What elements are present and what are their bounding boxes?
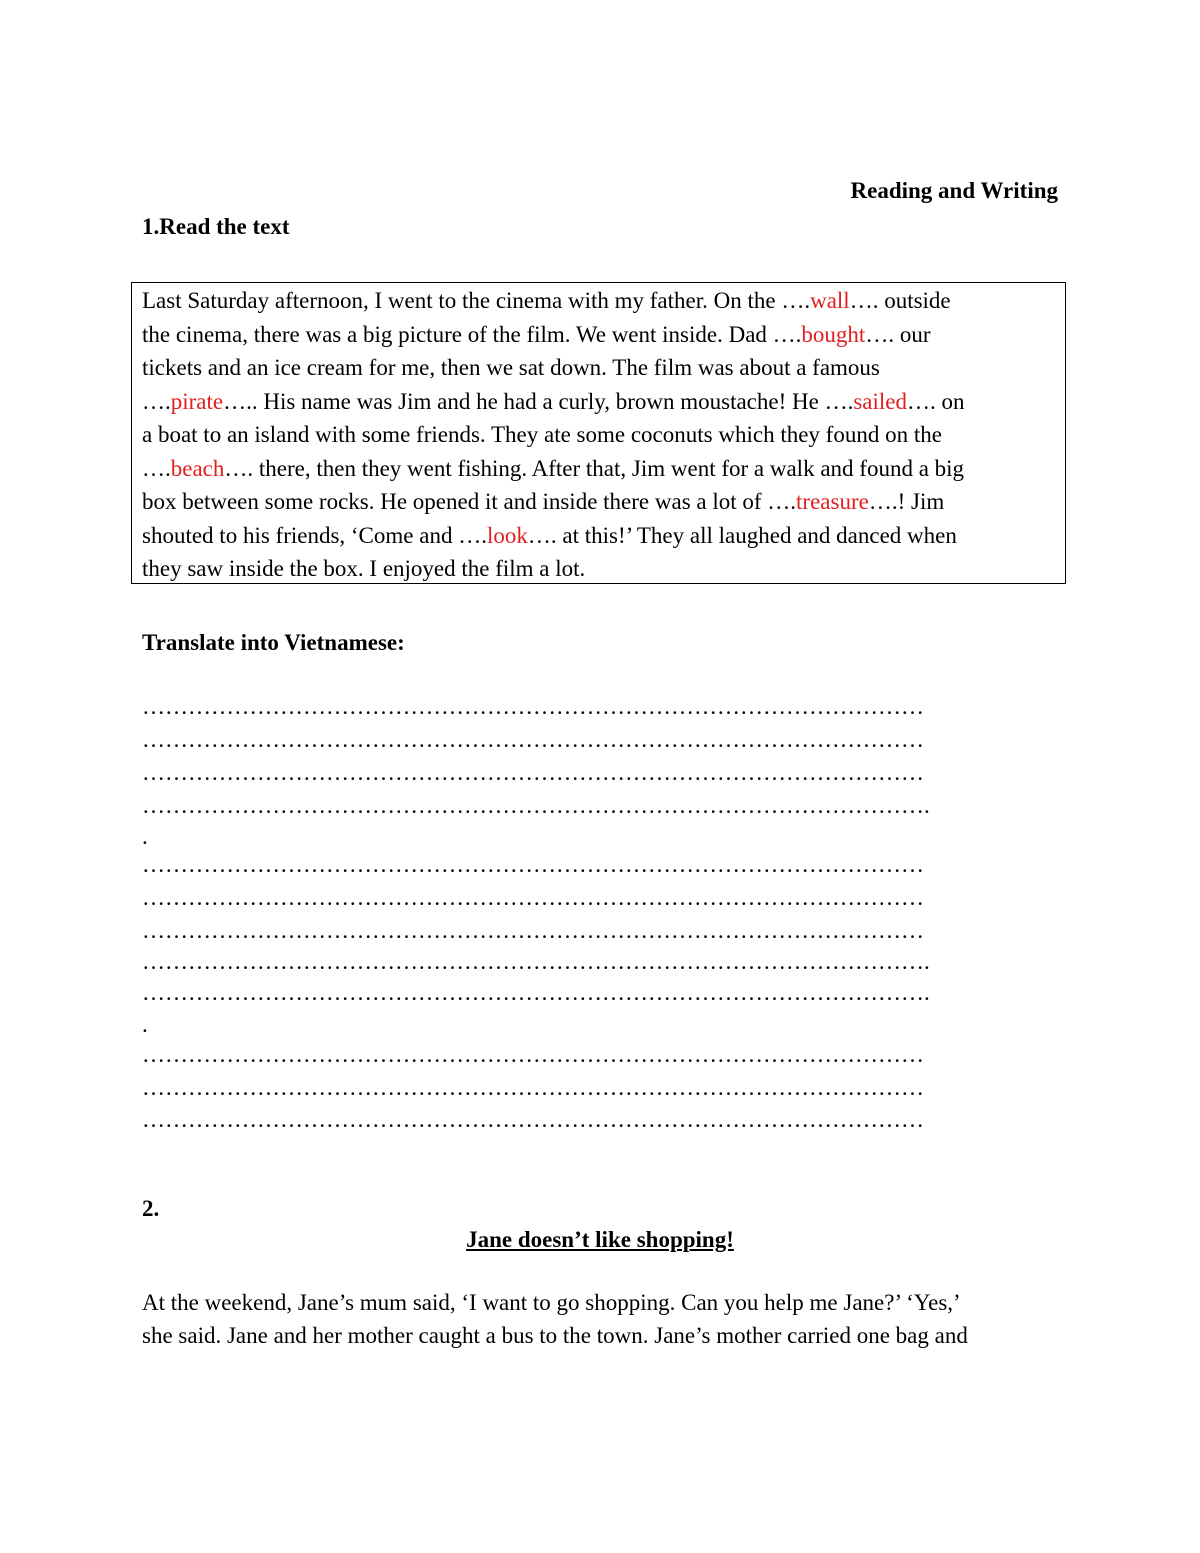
passage-text: …. at this!’ They all laughed and danced when [527,523,957,548]
passage-text: ….. His name was Jim and he had a curly, brown moustache! He …. [223,389,854,414]
passage-line [142,487,944,517]
answer-dotted-line: ………………………………………………………………………………………… [142,852,924,877]
passage-line [142,420,942,450]
answer-word: treasure [796,489,869,514]
page-header-title: Reading and Writing [850,178,1058,203]
answer-dotted-line: ………………………………………………………………………………………… [142,1042,924,1067]
answer-word: look [486,523,528,548]
answer-dotted-line: ………………………………………………………………………………………… [142,918,924,943]
passage-text: …. our [865,322,931,347]
translate-title: Translate into Vietnamese: [142,630,405,655]
passage-text: …. [142,389,171,414]
answer-line-period: . [142,1012,148,1037]
reading-passage-box [131,282,1066,584]
section-2-number: 2. [142,1196,160,1221]
passage-line [142,286,951,316]
passage-text: a boat to an island with some friends. They ate some coconuts which they found on the [142,422,942,447]
answer-dotted-line: ………………………………………………………………………………………… [142,1107,924,1132]
passage-text: tickets and an ice cream for me, then we sat down. The film was about a famous [142,355,880,380]
answer-word: bought [801,322,866,347]
answer-dotted-line: …………………………………………………………………………………………. [142,980,930,1005]
passage-text: …. outside [849,288,951,313]
passage-text: …. on [906,389,965,414]
passage-text: ….! Jim [868,489,945,514]
answer-dotted-line: ………………………………………………………………………………………… [142,760,924,785]
story-paragraph-line: she said. Jane and her mother caught a bus to the town. Jane’s mother carried one bag and [142,1323,968,1348]
answer-dotted-line: …………………………………………………………………………………………. [142,793,930,818]
answer-dotted-line: ………………………………………………………………………………………… [142,1075,924,1100]
answer-dotted-line: ………………………………………………………………………………………… [142,694,924,719]
story-paragraph-line: At the weekend, Jane’s mum said, ‘I want to go shopping. Can you help me Jane?’ ‘Yes,’ [142,1290,961,1315]
answer-word: sailed [853,389,907,414]
answer-word: beach [170,456,225,481]
passage-text: they saw inside the box. I enjoyed the film a lot. [142,556,586,581]
passage-text: the cinema, there was a big picture of the film. We went inside. Dad …. [142,322,802,347]
passage-line [142,521,957,551]
story-title: Jane doesn’t like shopping! [466,1227,734,1252]
answer-word: wall [810,288,850,313]
passage-text: …. there, then they went fishing. After that, Jim went for a walk and found a big [224,456,965,481]
passage-line [142,554,585,584]
answer-dotted-line: ………………………………………………………………………………………… [142,727,924,752]
passage-text: Last Saturday afternoon, I went to the cinema with my father. On the …. [142,288,811,313]
section-1-title: 1.Read the text [142,214,290,239]
passage-text: box between some rocks. He opened it and inside there was a lot of …. [142,489,797,514]
answer-word: pirate [170,389,224,414]
passage-line [142,387,964,417]
answer-dotted-line: …………………………………………………………………………………………. [142,949,930,974]
answer-dotted-line: ………………………………………………………………………………………… [142,885,924,910]
answer-line-period: . [142,824,148,849]
passage-line [142,353,880,383]
passage-text: shouted to his friends, ‘Come and …. [142,523,487,548]
passage-line [142,454,964,484]
passage-line [142,320,930,350]
passage-text: …. [142,456,171,481]
